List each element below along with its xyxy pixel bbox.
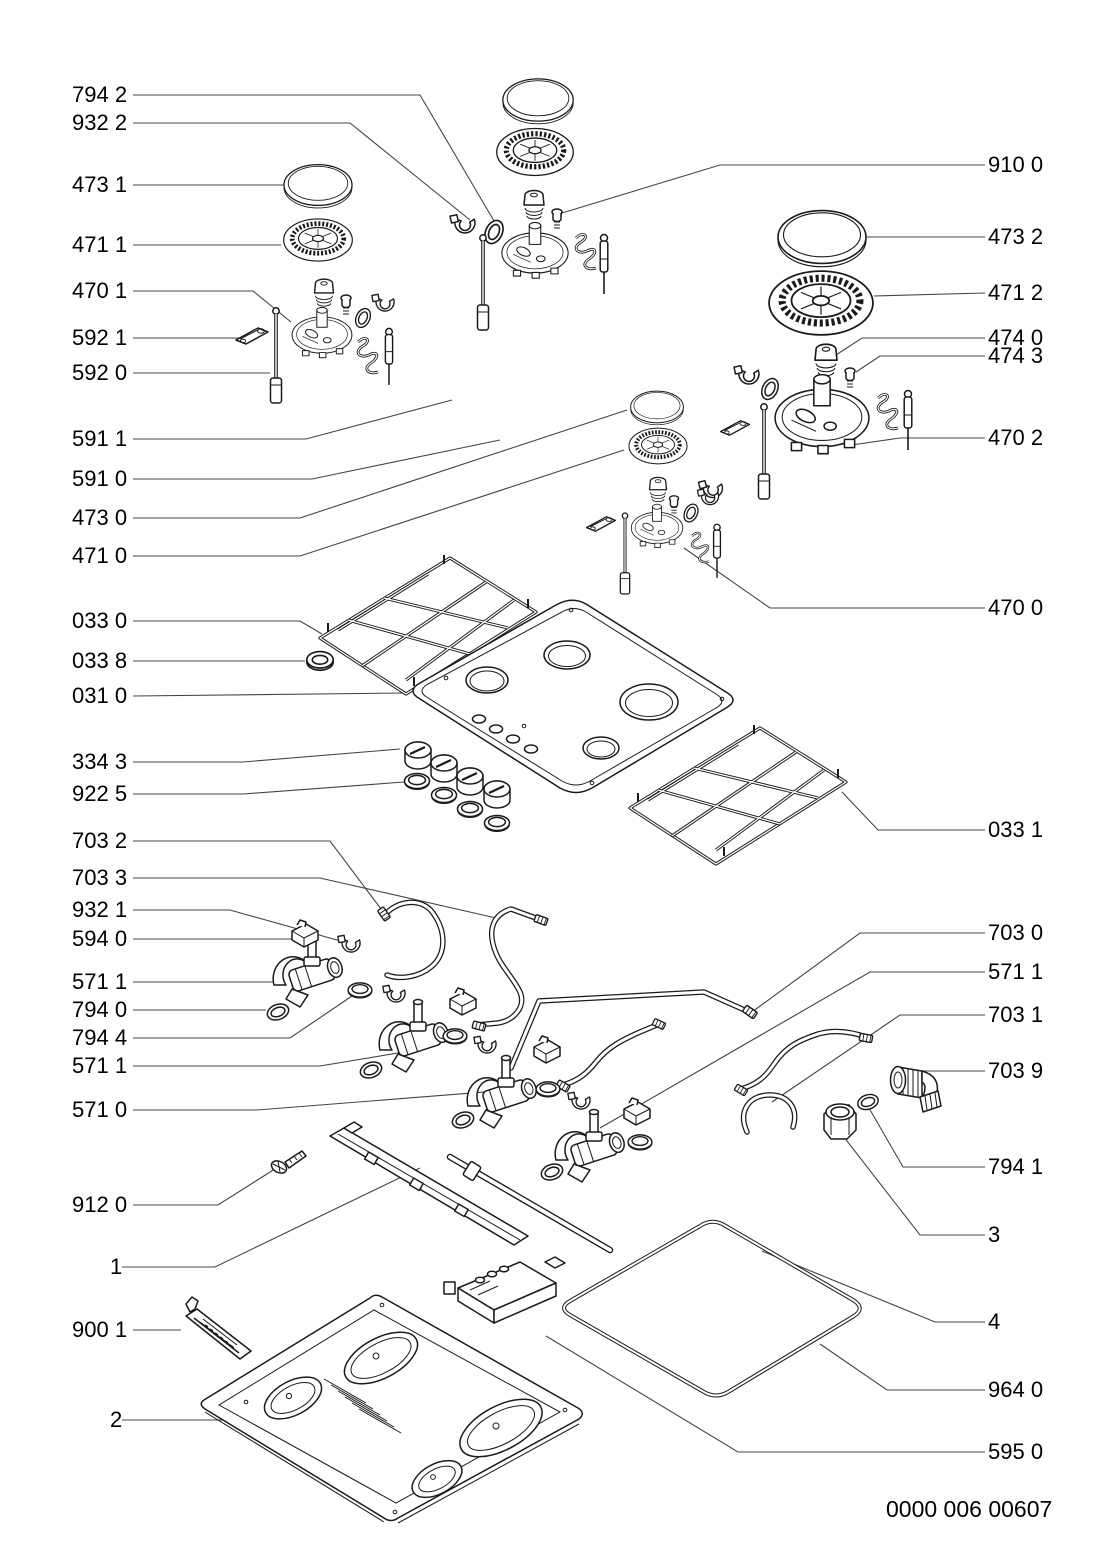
burner-top-center bbox=[450, 79, 608, 330]
part-label-964-0: 964 0 bbox=[988, 1377, 1044, 1402]
part-label-470-2: 470 2 bbox=[988, 425, 1044, 450]
screw bbox=[552, 209, 562, 228]
part-label-703-1: 703 1 bbox=[988, 1002, 1044, 1027]
part-label-471-2: 471 2 bbox=[988, 280, 1044, 305]
flame-ring bbox=[497, 129, 574, 176]
burner-cap bbox=[778, 211, 866, 267]
elbow-fitting-703-9 bbox=[891, 1067, 942, 1113]
microswitch bbox=[450, 988, 476, 1015]
gas-valve-3 bbox=[450, 1034, 560, 1131]
o-ring bbox=[265, 1001, 291, 1023]
cup-033-8 bbox=[307, 652, 333, 671]
part-label-033-1: 033 1 bbox=[988, 817, 1044, 842]
burner-opening-front bbox=[583, 737, 619, 759]
part-label-594-0: 594 0 bbox=[72, 926, 128, 951]
microswitch bbox=[534, 1036, 560, 1063]
part-label-471-0: 471 0 bbox=[72, 543, 128, 568]
clip bbox=[734, 362, 761, 386]
part-label-473-2: 473 2 bbox=[988, 224, 1044, 249]
thermocouple bbox=[385, 328, 392, 385]
burner-middle-small bbox=[587, 391, 721, 594]
part-label-2: 2 bbox=[110, 1407, 123, 1432]
part-label-910-0: 910 0 bbox=[988, 152, 1044, 177]
part-label-591-1: 591 1 bbox=[72, 426, 128, 451]
part-label-900-1: 900 1 bbox=[72, 1317, 128, 1342]
screw-912-0 bbox=[269, 1151, 306, 1176]
spring bbox=[576, 234, 596, 268]
spring bbox=[358, 338, 378, 372]
terminal-clip bbox=[721, 421, 750, 435]
part-label-932-2: 932 2 bbox=[72, 110, 128, 135]
bezel-ring bbox=[443, 1029, 467, 1044]
part-label-703-9: 703 9 bbox=[988, 1058, 1044, 1083]
ring bbox=[481, 218, 506, 247]
part-label-703-0: 703 0 bbox=[988, 920, 1044, 945]
bracket-900-1 bbox=[186, 1297, 251, 1359]
bezel-ring bbox=[628, 1135, 652, 1150]
part-label-794-2: 794 2 bbox=[72, 82, 128, 107]
spark-generator bbox=[444, 1257, 565, 1323]
part-label-571-0: 571 0 bbox=[72, 1097, 128, 1122]
burner-cap bbox=[631, 391, 684, 425]
ring bbox=[681, 502, 700, 524]
part-label-033-8: 033 8 bbox=[72, 648, 128, 673]
burner-cap bbox=[284, 165, 352, 208]
ring bbox=[353, 306, 374, 330]
pipe-nut bbox=[824, 1104, 856, 1139]
part-label-794-1: 794 1 bbox=[988, 1154, 1044, 1179]
part-label-794-0: 794 0 bbox=[72, 997, 128, 1022]
hob-body-tray bbox=[201, 1295, 582, 1523]
clip bbox=[372, 292, 396, 313]
injector bbox=[524, 191, 544, 220]
flame-ring bbox=[284, 219, 353, 261]
part-label-591-0: 591 0 bbox=[72, 466, 128, 491]
part-label-031-0: 031 0 bbox=[72, 683, 128, 708]
terminal-clip bbox=[587, 517, 616, 531]
part-label-571-1-c: 571 1 bbox=[988, 959, 1044, 984]
washer-794-1 bbox=[856, 1092, 880, 1112]
flame-ring bbox=[769, 271, 873, 335]
spark-plug bbox=[478, 235, 489, 330]
microswitch bbox=[624, 1098, 650, 1125]
o-ring bbox=[539, 1161, 565, 1183]
spring bbox=[692, 533, 709, 562]
burner-base bbox=[292, 307, 352, 357]
gas-valve-4 bbox=[539, 1090, 652, 1183]
burner-base bbox=[502, 222, 568, 278]
thermocouple bbox=[600, 235, 608, 295]
spark-plug bbox=[759, 404, 770, 499]
part-label-703-2: 703 2 bbox=[72, 828, 128, 853]
screw bbox=[845, 368, 855, 387]
part-label-334-3: 334 3 bbox=[72, 749, 128, 774]
part-label-470-1: 470 1 bbox=[72, 278, 128, 303]
part-label-474-0: 474 0 bbox=[988, 325, 1044, 350]
part-label-3: 3 bbox=[988, 1222, 1001, 1247]
part-label-592-0: 592 0 bbox=[72, 360, 128, 385]
part-label-471-1: 471 1 bbox=[72, 232, 128, 257]
burner-left bbox=[236, 165, 395, 403]
part-label-473-1: 473 1 bbox=[72, 172, 128, 197]
spark-plug bbox=[620, 513, 629, 594]
clip bbox=[474, 1034, 498, 1055]
burner-opening-right bbox=[620, 684, 678, 720]
terminal-clip bbox=[236, 328, 268, 344]
part-label-571-1-b: 571 1 bbox=[72, 1053, 128, 1078]
burner-opening-back bbox=[544, 641, 590, 669]
part-label-473-0: 473 0 bbox=[72, 505, 128, 530]
injector bbox=[815, 344, 837, 375]
injector bbox=[650, 477, 667, 501]
part-label-703-3: 703 3 bbox=[72, 865, 128, 890]
burner-base bbox=[775, 375, 869, 454]
screw bbox=[670, 496, 679, 513]
part-label-033-0: 033 0 bbox=[72, 608, 128, 633]
part-label-794-4: 794 4 bbox=[72, 1025, 128, 1050]
clip bbox=[568, 1090, 592, 1111]
part-label-470-0: 470 0 bbox=[988, 595, 1044, 620]
part-label-4: 4 bbox=[988, 1309, 1001, 1334]
flame-ring bbox=[629, 428, 687, 464]
o-ring bbox=[358, 1059, 384, 1081]
injector bbox=[315, 279, 334, 306]
part-label-912-0: 912 0 bbox=[72, 1192, 128, 1217]
thermocouple bbox=[904, 391, 912, 451]
spark-plug bbox=[271, 308, 282, 403]
part-label-592-1: 592 1 bbox=[72, 325, 128, 350]
bezel-ring bbox=[536, 1082, 560, 1097]
ring bbox=[759, 376, 782, 402]
clip bbox=[338, 933, 362, 954]
spring bbox=[878, 394, 898, 428]
gas-valve-2 bbox=[358, 983, 476, 1081]
burner-cap bbox=[503, 79, 573, 124]
screw bbox=[341, 295, 351, 314]
part-label-932-1: 932 1 bbox=[72, 897, 128, 922]
clip bbox=[383, 983, 407, 1004]
part-label-1: 1 bbox=[110, 1254, 123, 1279]
burner-base bbox=[631, 504, 683, 547]
gas-valve-1 bbox=[265, 920, 372, 1023]
part-label-922-5: 922 5 bbox=[72, 781, 128, 806]
o-ring bbox=[450, 1109, 476, 1131]
part-label-474-3: 474 3 bbox=[988, 343, 1044, 368]
hob-top-panel bbox=[413, 600, 733, 792]
part-label-595-0: 595 0 bbox=[988, 1439, 1044, 1464]
bezel-ring bbox=[348, 983, 372, 998]
part-label-571-1-a: 571 1 bbox=[72, 969, 128, 994]
document-number: 0000 006 00607 bbox=[886, 1496, 1053, 1522]
burner-opening-front-left bbox=[466, 667, 508, 693]
